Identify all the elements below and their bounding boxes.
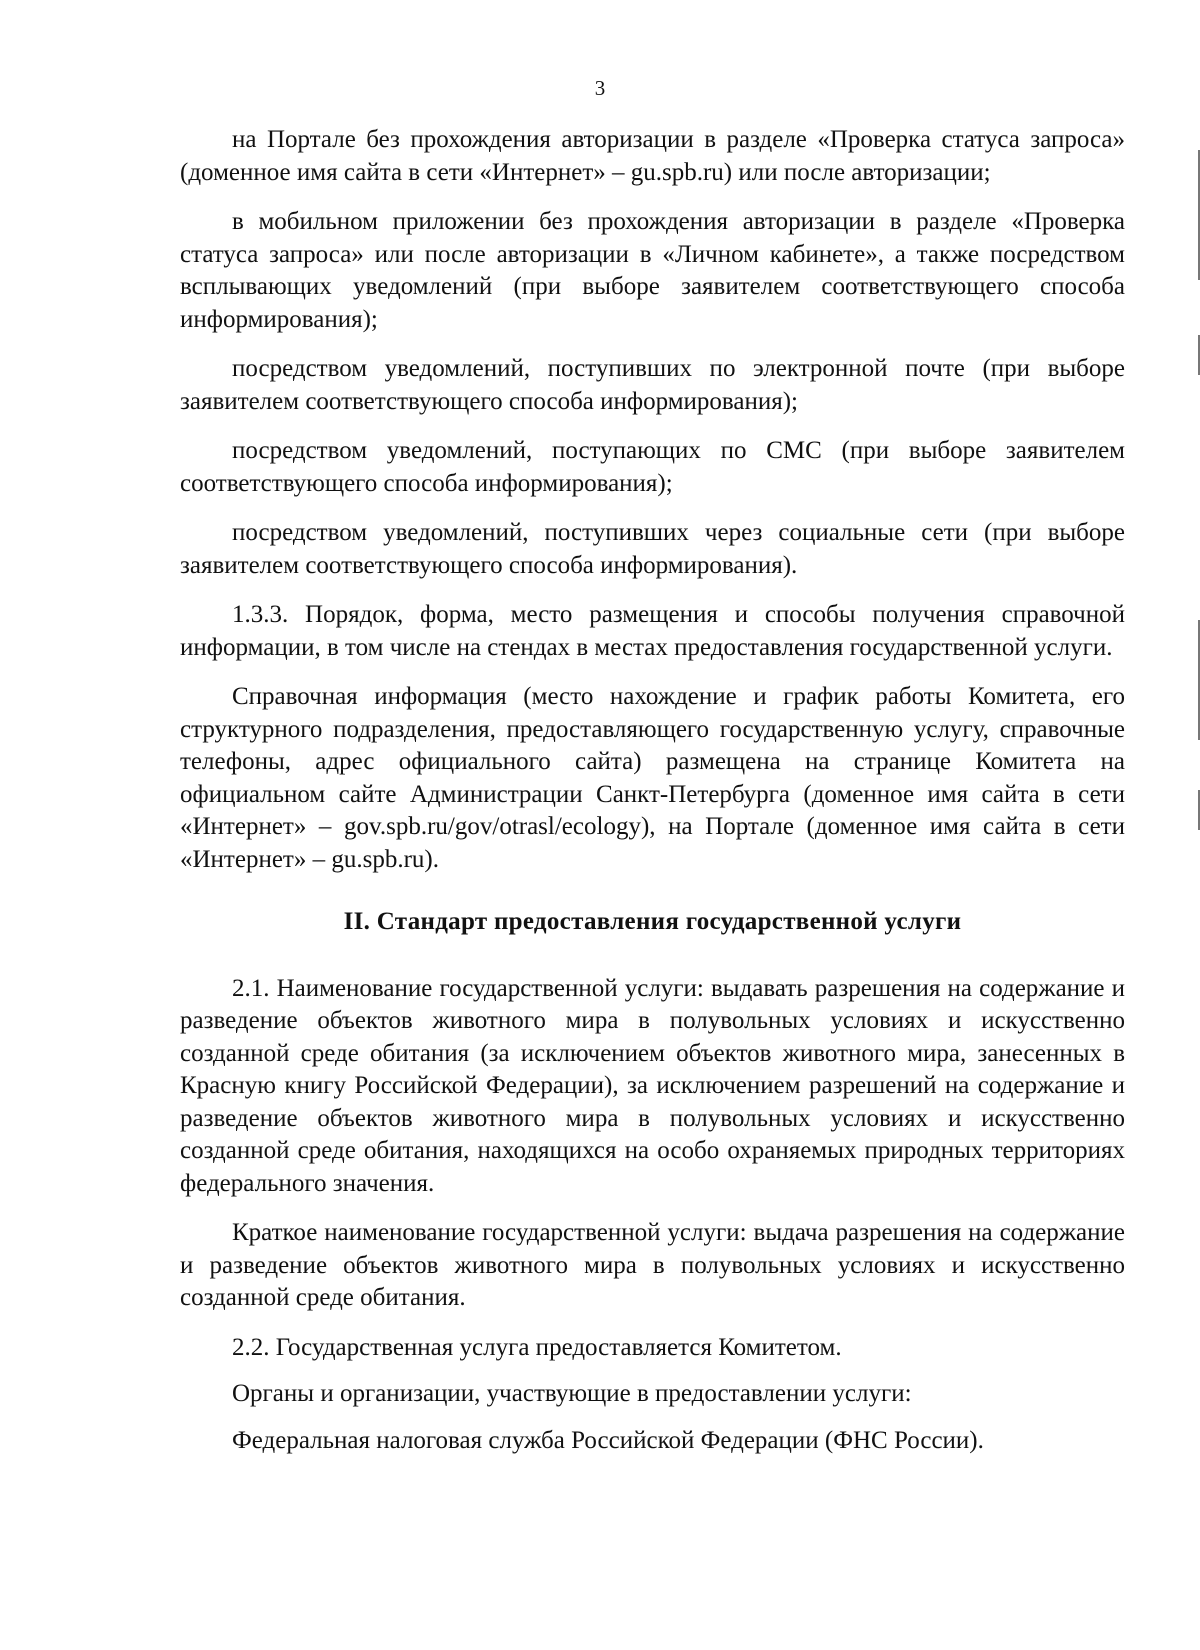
paragraph: посредством уведомлений, поступающих по СМС (при выборе заявителем соответствующего способа информирования); [180,437,1125,497]
paragraph: 2.1. Наименование государственной услуги: выдавать разрешения на содержание и разведение объектов животного мира в полувольных условиях и искусственно созданной среде обитания (за исключением объектов животного мира, занесенных в Красную книгу Российской Федерации), за исключением разрешений на содержание и разведение объектов животного мира в полувольных условиях и искусственно созданной среде обитания, находящихся на особо охраняемых природных территориях федерального значения. [180,974,1125,1197]
paragraph: Справочная информация (место нахождение и график работы Комитета, его структурного подразделения, предоставляющего государственную услугу, справочные телефоны, адрес официального сайта) размещена на странице Комитета на официальном сайте Администрации Санкт-Петербурга (доменное имя сайта в сети «Интернет» – gov.spb.ru/gov/otrasl/ecology), на Портале (доменное имя сайта в сети «Интернет» – gu.spb.ru). [180,683,1125,873]
paragraph: на Портале без прохождения авторизации в разделе «Проверка статуса запроса» (доменное имя сайта в сети «Интернет» – gu.spb.ru) или после авторизации; [180,126,1125,186]
paragraph: 1.3.3. Порядок, форма, место размещения и способы получения справочной информации, в том числе на стендах в местах предоставления государственной услуги. [180,601,1125,661]
paragraph: в мобильном приложении без прохождения авторизации в разделе «Проверка статуса запроса» или после авторизации в «Личном кабинете», а также посредством всплывающих уведомлений (при выборе заявителем соответствующего способа информирования); [180,208,1125,333]
section-heading: II. Стандарт предоставления государственной услуги [343,908,962,935]
paragraph: Федеральная налоговая служба Российской Федерации (ФНС России). [232,1426,984,1454]
paragraph: посредством уведомлений, поступивших через социальные сети (при выборе заявителем соответствующего способа информирования). [180,519,1125,579]
paragraph: Органы и организации, участвующие в предоставлении услуги: [232,1380,912,1407]
paragraph: посредством уведомлений, поступивших по электронной почте (при выборе заявителем соответствующего способа информирования); [180,355,1125,415]
document-body [180,124,1125,1471]
page-number: 3 [594,76,606,100]
paragraph: Краткое наименование государственной услуги: выдача разрешения на содержание и разведение объектов животного мира в полувольных условиях и искусственно созданной среде обитания. [180,1219,1125,1311]
paragraph: 2.2. Государственная услуга предоставляется Комитетом. [232,1333,842,1361]
